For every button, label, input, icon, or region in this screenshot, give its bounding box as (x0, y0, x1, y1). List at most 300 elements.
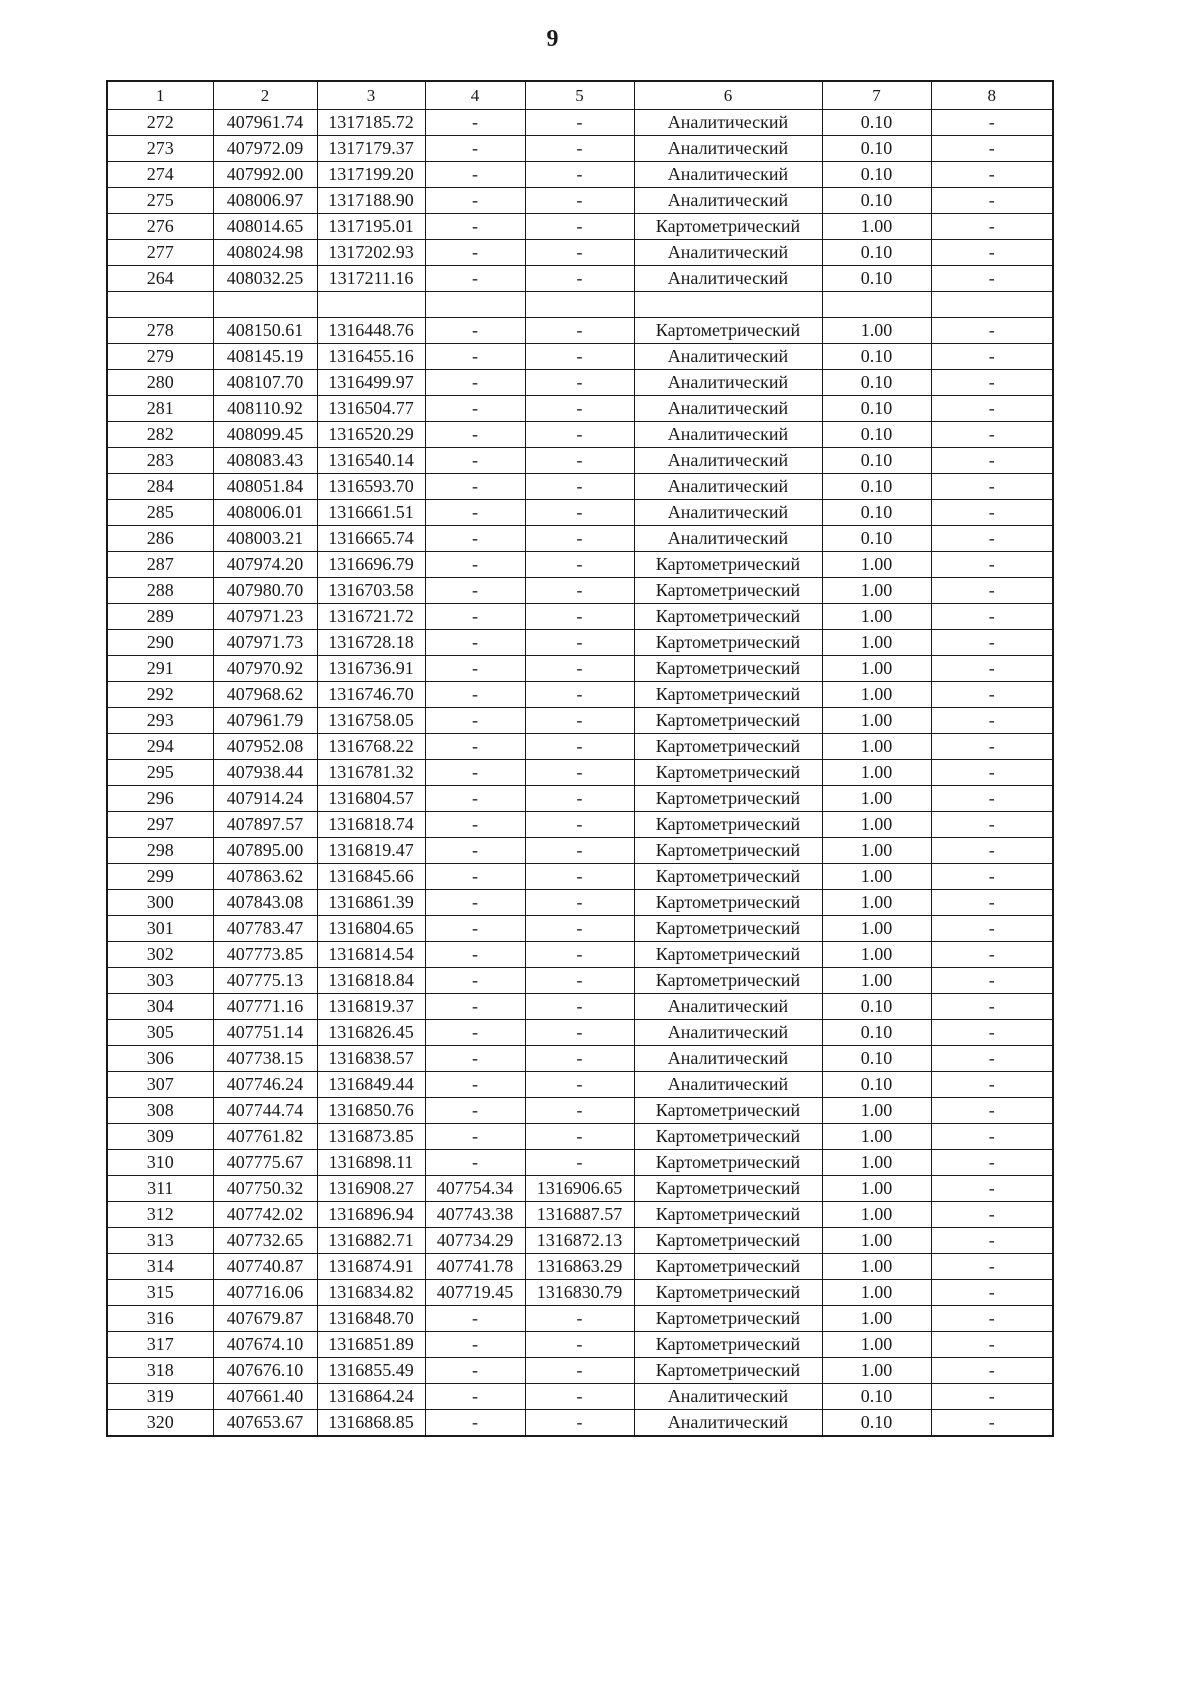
cell-accuracy: 1.00 (822, 1124, 931, 1150)
cell-x-coord-alt: - (425, 1046, 525, 1072)
cell-y-coord-alt: - (525, 708, 634, 734)
cell-point-number: 283 (107, 448, 213, 474)
cell-point-number: 310 (107, 1150, 213, 1176)
cell-x-coord-alt: - (425, 994, 525, 1020)
cell-x-coord-alt: - (425, 734, 525, 760)
cell-y-coord: 1316758.05 (317, 708, 425, 734)
cell-method: Картометрический (634, 760, 822, 786)
cell-x-coord-alt: - (425, 240, 525, 266)
cell-point-number: 320 (107, 1410, 213, 1437)
cell-y-coord: 1316499.97 (317, 370, 425, 396)
cell-y-coord-alt: - (525, 526, 634, 552)
cell-note: - (931, 1306, 1053, 1332)
cell-y-coord: 1316908.27 (317, 1176, 425, 1202)
cell-point-number: 300 (107, 890, 213, 916)
cell-y-coord-alt: - (525, 188, 634, 214)
cell-method: Картометрический (634, 318, 822, 344)
cell-note: - (931, 474, 1053, 500)
cell-method: Картометрический (634, 1176, 822, 1202)
cell-x-coord-alt: - (425, 136, 525, 162)
cell-method: Картометрический (634, 968, 822, 994)
cell-note: - (931, 1202, 1053, 1228)
cell-method: Картометрический (634, 708, 822, 734)
cell-y-coord-alt: - (525, 1072, 634, 1098)
table-row (107, 136, 1053, 162)
cell-x-coord: 407938.44 (213, 760, 317, 786)
cell-y-coord-alt: - (525, 1358, 634, 1384)
cell-accuracy: 1.00 (822, 604, 931, 630)
cell-x-coord: 407971.73 (213, 630, 317, 656)
cell-point-number: 304 (107, 994, 213, 1020)
cell-method: Аналитический (634, 422, 822, 448)
cell-point-number: 281 (107, 396, 213, 422)
cell-y-coord (317, 292, 425, 318)
cell-x-coord-alt: - (425, 682, 525, 708)
cell-point-number: 314 (107, 1254, 213, 1280)
cell-note: - (931, 1150, 1053, 1176)
cell-y-coord-alt: - (525, 422, 634, 448)
cell-note: - (931, 604, 1053, 630)
cell-x-coord: 408003.21 (213, 526, 317, 552)
cell-point-number: 302 (107, 942, 213, 968)
cell-y-coord-alt: - (525, 838, 634, 864)
cell-method: Аналитический (634, 136, 822, 162)
table-row (107, 682, 1053, 708)
table-row (107, 968, 1053, 994)
cell-y-coord-alt: - (525, 162, 634, 188)
cell-accuracy: 1.00 (822, 1280, 931, 1306)
table-row (107, 188, 1053, 214)
table-header-row (107, 81, 1053, 110)
cell-x-coord-alt: - (425, 188, 525, 214)
column-header: 4 (425, 81, 525, 110)
cell-point-number: 315 (107, 1280, 213, 1306)
table-row (107, 1072, 1053, 1098)
cell-y-coord: 1316455.16 (317, 344, 425, 370)
cell-point-number: 306 (107, 1046, 213, 1072)
cell-note: - (931, 500, 1053, 526)
cell-y-coord: 1316804.57 (317, 786, 425, 812)
cell-accuracy: 0.10 (822, 1046, 931, 1072)
cell-accuracy: 0.10 (822, 162, 931, 188)
cell-x-coord: 407974.20 (213, 552, 317, 578)
cell-y-coord: 1316661.51 (317, 500, 425, 526)
cell-point-number: 296 (107, 786, 213, 812)
cell-note: - (931, 994, 1053, 1020)
cell-x-coord-alt: - (425, 864, 525, 890)
cell-note: - (931, 682, 1053, 708)
cell-accuracy (822, 292, 931, 318)
cell-y-coord-alt: - (525, 864, 634, 890)
table-row (107, 474, 1053, 500)
cell-note: - (931, 240, 1053, 266)
cell-x-coord: 407773.85 (213, 942, 317, 968)
cell-point-number: 292 (107, 682, 213, 708)
cell-note: - (931, 552, 1053, 578)
cell-x-coord-alt: - (425, 656, 525, 682)
cell-method: Картометрический (634, 552, 822, 578)
cell-accuracy: 1.00 (822, 786, 931, 812)
cell-note: - (931, 266, 1053, 292)
cell-accuracy: 1.00 (822, 916, 931, 942)
cell-x-coord: 407771.16 (213, 994, 317, 1020)
cell-y-coord-alt: 1316872.13 (525, 1228, 634, 1254)
cell-x-coord: 408032.25 (213, 266, 317, 292)
cell-y-coord-alt: - (525, 448, 634, 474)
table-row (107, 812, 1053, 838)
cell-point-number (107, 292, 213, 318)
cell-method: Аналитический (634, 1046, 822, 1072)
cell-x-coord: 407980.70 (213, 578, 317, 604)
cell-x-coord-alt (425, 292, 525, 318)
cell-x-coord: 407674.10 (213, 1332, 317, 1358)
cell-method: Аналитический (634, 1410, 822, 1437)
cell-x-coord-alt: 407734.29 (425, 1228, 525, 1254)
cell-y-coord: 1316721.72 (317, 604, 425, 630)
cell-note: - (931, 1046, 1053, 1072)
cell-x-coord-alt: - (425, 500, 525, 526)
cell-point-number: 299 (107, 864, 213, 890)
cell-accuracy: 0.10 (822, 396, 931, 422)
cell-note: - (931, 864, 1053, 890)
cell-x-coord: 407961.79 (213, 708, 317, 734)
cell-accuracy: 1.00 (822, 838, 931, 864)
cell-point-number: 316 (107, 1306, 213, 1332)
cell-x-coord-alt: - (425, 344, 525, 370)
cell-y-coord: 1316818.74 (317, 812, 425, 838)
table-row (107, 760, 1053, 786)
table-row (107, 1020, 1053, 1046)
cell-accuracy: 0.10 (822, 994, 931, 1020)
cell-y-coord-alt: - (525, 1046, 634, 1072)
cell-note: - (931, 1410, 1053, 1437)
cell-y-coord: 1316448.76 (317, 318, 425, 344)
cell-y-coord: 1316818.84 (317, 968, 425, 994)
cell-method: Аналитический (634, 344, 822, 370)
cell-y-coord-alt: - (525, 994, 634, 1020)
cell-point-number: 303 (107, 968, 213, 994)
cell-method: Картометрический (634, 786, 822, 812)
cell-method: Картометрический (634, 1254, 822, 1280)
cell-x-coord: 407653.67 (213, 1410, 317, 1437)
cell-point-number: 294 (107, 734, 213, 760)
cell-x-coord: 407761.82 (213, 1124, 317, 1150)
cell-y-coord: 1317199.20 (317, 162, 425, 188)
cell-accuracy: 0.10 (822, 344, 931, 370)
cell-x-coord-alt: 407741.78 (425, 1254, 525, 1280)
cell-x-coord: 407863.62 (213, 864, 317, 890)
cell-y-coord: 1316873.85 (317, 1124, 425, 1150)
cell-x-coord: 407738.15 (213, 1046, 317, 1072)
cell-x-coord-alt: - (425, 760, 525, 786)
cell-point-number: 264 (107, 266, 213, 292)
cell-y-coord-alt: - (525, 396, 634, 422)
cell-y-coord: 1316864.24 (317, 1384, 425, 1410)
cell-point-number: 280 (107, 370, 213, 396)
cell-y-coord: 1317202.93 (317, 240, 425, 266)
cell-accuracy: 0.10 (822, 136, 931, 162)
table-row (107, 422, 1053, 448)
cell-y-coord-alt: - (525, 916, 634, 942)
cell-x-coord-alt: - (425, 916, 525, 942)
cell-y-coord-alt: - (525, 500, 634, 526)
cell-y-coord: 1316819.47 (317, 838, 425, 864)
cell-y-coord-alt: 1316830.79 (525, 1280, 634, 1306)
cell-y-coord-alt: - (525, 1410, 634, 1437)
cell-method: Аналитический (634, 188, 822, 214)
cell-x-coord: 407742.02 (213, 1202, 317, 1228)
cell-accuracy: 1.00 (822, 214, 931, 240)
cell-x-coord-alt: - (425, 578, 525, 604)
cell-y-coord: 1316768.22 (317, 734, 425, 760)
cell-y-coord-alt: - (525, 968, 634, 994)
cell-point-number: 272 (107, 110, 213, 136)
cell-x-coord: 407750.32 (213, 1176, 317, 1202)
cell-method: Аналитический (634, 500, 822, 526)
table-row (107, 994, 1053, 1020)
cell-y-coord: 1316540.14 (317, 448, 425, 474)
cell-x-coord-alt: - (425, 1124, 525, 1150)
cell-note: - (931, 318, 1053, 344)
cell-y-coord: 1316848.70 (317, 1306, 425, 1332)
cell-x-coord-alt: - (425, 1306, 525, 1332)
cell-y-coord: 1316736.91 (317, 656, 425, 682)
cell-accuracy: 0.10 (822, 1410, 931, 1437)
column-header: 6 (634, 81, 822, 110)
cell-accuracy: 0.10 (822, 422, 931, 448)
cell-point-number: 278 (107, 318, 213, 344)
cell-accuracy: 0.10 (822, 474, 931, 500)
cell-y-coord: 1316746.70 (317, 682, 425, 708)
cell-point-number: 307 (107, 1072, 213, 1098)
cell-accuracy: 0.10 (822, 526, 931, 552)
table-row (107, 1202, 1053, 1228)
cell-y-coord: 1316814.54 (317, 942, 425, 968)
cell-x-coord: 407961.74 (213, 110, 317, 136)
cell-y-coord-alt: - (525, 734, 634, 760)
cell-y-coord-alt: - (525, 682, 634, 708)
cell-note: - (931, 136, 1053, 162)
table-row (107, 1124, 1053, 1150)
cell-method: Картометрический (634, 1124, 822, 1150)
cell-note: - (931, 1098, 1053, 1124)
cell-y-coord: 1317185.72 (317, 110, 425, 136)
cell-x-coord: 408024.98 (213, 240, 317, 266)
cell-note: - (931, 1254, 1053, 1280)
table-row (107, 1280, 1053, 1306)
table-row (107, 786, 1053, 812)
cell-point-number: 317 (107, 1332, 213, 1358)
cell-x-coord: 407676.10 (213, 1358, 317, 1384)
cell-y-coord-alt: 1316887.57 (525, 1202, 634, 1228)
cell-x-coord: 407914.24 (213, 786, 317, 812)
table-row (107, 266, 1053, 292)
cell-point-number: 273 (107, 136, 213, 162)
cell-y-coord-alt: - (525, 370, 634, 396)
cell-note: - (931, 968, 1053, 994)
cell-accuracy: 0.10 (822, 240, 931, 266)
table-row (107, 344, 1053, 370)
cell-y-coord-alt: - (525, 786, 634, 812)
table-row (107, 1150, 1053, 1176)
cell-x-coord-alt: 407719.45 (425, 1280, 525, 1306)
cell-y-coord-alt: - (525, 604, 634, 630)
cell-point-number: 312 (107, 1202, 213, 1228)
cell-method: Аналитический (634, 370, 822, 396)
cell-accuracy: 0.10 (822, 500, 931, 526)
cell-y-coord-alt: - (525, 1384, 634, 1410)
cell-accuracy: 1.00 (822, 318, 931, 344)
cell-x-coord: 407968.62 (213, 682, 317, 708)
cell-y-coord-alt: - (525, 630, 634, 656)
cell-accuracy: 1.00 (822, 942, 931, 968)
cell-point-number: 276 (107, 214, 213, 240)
cell-accuracy: 1.00 (822, 812, 931, 838)
cell-note: - (931, 1384, 1053, 1410)
cell-x-coord-alt: 407754.34 (425, 1176, 525, 1202)
cell-note: - (931, 1228, 1053, 1254)
cell-x-coord: 408150.61 (213, 318, 317, 344)
cell-accuracy: 1.00 (822, 656, 931, 682)
cell-x-coord: 407952.08 (213, 734, 317, 760)
cell-x-coord-alt: - (425, 162, 525, 188)
cell-method: Картометрический (634, 1332, 822, 1358)
cell-method: Картометрический (634, 1202, 822, 1228)
column-header: 7 (822, 81, 931, 110)
cell-x-coord: 407775.67 (213, 1150, 317, 1176)
table-row (107, 162, 1053, 188)
column-header: 8 (931, 81, 1053, 110)
cell-x-coord-alt: 407743.38 (425, 1202, 525, 1228)
cell-y-coord-alt: - (525, 552, 634, 578)
cell-method: Картометрический (634, 1358, 822, 1384)
cell-method: Аналитический (634, 162, 822, 188)
cell-y-coord: 1316593.70 (317, 474, 425, 500)
cell-point-number: 301 (107, 916, 213, 942)
cell-point-number: 274 (107, 162, 213, 188)
table-row (107, 240, 1053, 266)
cell-method (634, 292, 822, 318)
table-row (107, 838, 1053, 864)
cell-x-coord-alt: - (425, 370, 525, 396)
cell-method: Аналитический (634, 396, 822, 422)
cell-y-coord: 1316834.82 (317, 1280, 425, 1306)
cell-method: Картометрический (634, 838, 822, 864)
table-row (107, 734, 1053, 760)
cell-x-coord-alt: - (425, 396, 525, 422)
cell-x-coord-alt: - (425, 266, 525, 292)
cell-point-number: 286 (107, 526, 213, 552)
table-row (107, 1384, 1053, 1410)
column-header: 3 (317, 81, 425, 110)
cell-y-coord-alt: - (525, 1306, 634, 1332)
cell-note (931, 292, 1053, 318)
column-header: 5 (525, 81, 634, 110)
cell-point-number: 287 (107, 552, 213, 578)
cell-method: Картометрический (634, 604, 822, 630)
cell-point-number: 275 (107, 188, 213, 214)
cell-note: - (931, 370, 1053, 396)
cell-method: Картометрический (634, 1098, 822, 1124)
cell-accuracy: 1.00 (822, 1358, 931, 1384)
cell-x-coord-alt: - (425, 1358, 525, 1384)
table-row (107, 864, 1053, 890)
cell-point-number: 305 (107, 1020, 213, 1046)
cell-y-coord: 1316696.79 (317, 552, 425, 578)
cell-y-coord: 1316826.45 (317, 1020, 425, 1046)
table-row (107, 1358, 1053, 1384)
cell-point-number: 290 (107, 630, 213, 656)
cell-method: Аналитический (634, 1384, 822, 1410)
table-row (107, 396, 1053, 422)
cell-y-coord-alt: - (525, 656, 634, 682)
cell-point-number: 313 (107, 1228, 213, 1254)
cell-method: Картометрический (634, 630, 822, 656)
cell-accuracy: 0.10 (822, 188, 931, 214)
cell-method: Картометрический (634, 214, 822, 240)
cell-note: - (931, 110, 1053, 136)
cell-point-number: 285 (107, 500, 213, 526)
cell-x-coord-alt: - (425, 214, 525, 240)
table-row (107, 1176, 1053, 1202)
page-number: 9 (546, 26, 559, 52)
cell-accuracy: 1.00 (822, 1150, 931, 1176)
cell-x-coord: 407897.57 (213, 812, 317, 838)
cell-x-coord-alt: - (425, 318, 525, 344)
cell-note: - (931, 526, 1053, 552)
cell-method: Картометрический (634, 812, 822, 838)
cell-accuracy: 1.00 (822, 1176, 931, 1202)
cell-method: Картометрический (634, 656, 822, 682)
cell-y-coord-alt: - (525, 110, 634, 136)
cell-method: Картометрический (634, 578, 822, 604)
cell-y-coord-alt: - (525, 1020, 634, 1046)
cell-x-coord: 408145.19 (213, 344, 317, 370)
cell-note: - (931, 188, 1053, 214)
cell-x-coord: 407746.24 (213, 1072, 317, 1098)
cell-y-coord: 1316845.66 (317, 864, 425, 890)
cell-accuracy: 1.00 (822, 682, 931, 708)
table-row (107, 1254, 1053, 1280)
cell-y-coord: 1316849.44 (317, 1072, 425, 1098)
cell-x-coord-alt: - (425, 1332, 525, 1358)
table-row (107, 656, 1053, 682)
cell-y-coord: 1316804.65 (317, 916, 425, 942)
cell-x-coord-alt: - (425, 708, 525, 734)
table-row (107, 370, 1053, 396)
cell-x-coord-alt: - (425, 1150, 525, 1176)
cell-x-coord: 407970.92 (213, 656, 317, 682)
cell-accuracy: 1.00 (822, 708, 931, 734)
cell-accuracy: 0.10 (822, 1020, 931, 1046)
cell-x-coord: 408099.45 (213, 422, 317, 448)
cell-point-number: 284 (107, 474, 213, 500)
cell-method: Аналитический (634, 448, 822, 474)
cell-method: Картометрический (634, 890, 822, 916)
cell-x-coord: 407971.23 (213, 604, 317, 630)
cell-y-coord-alt: - (525, 344, 634, 370)
cell-x-coord-alt: - (425, 968, 525, 994)
cell-point-number: 319 (107, 1384, 213, 1410)
cell-x-coord-alt: - (425, 1020, 525, 1046)
cell-accuracy: 0.10 (822, 110, 931, 136)
cell-x-coord-alt: - (425, 1098, 525, 1124)
cell-y-coord: 1316861.39 (317, 890, 425, 916)
cell-y-coord-alt: - (525, 760, 634, 786)
cell-y-coord: 1316781.32 (317, 760, 425, 786)
cell-y-coord-alt: - (525, 1150, 634, 1176)
cell-note: - (931, 1124, 1053, 1150)
